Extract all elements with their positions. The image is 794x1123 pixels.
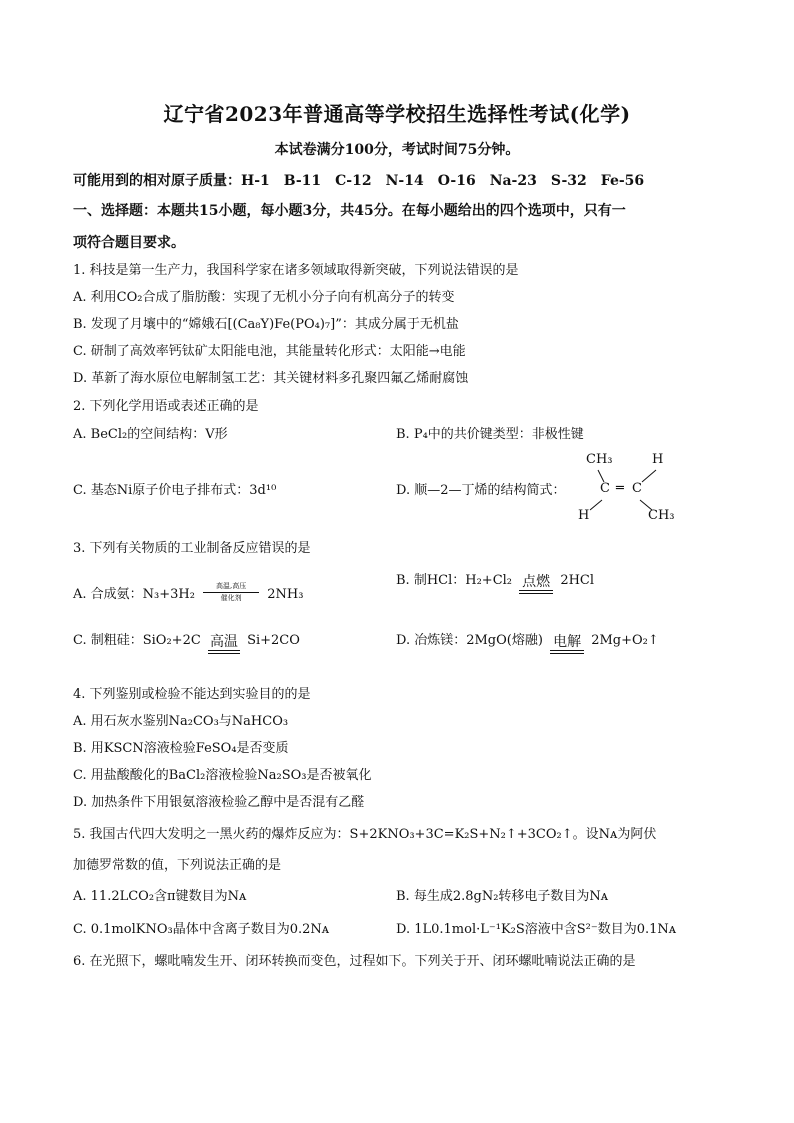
- q4-option-b: B. 用KSCN溶液检验FeSO₄是否变质: [73, 741, 289, 756]
- q3-d-condition: [549, 635, 585, 654]
- q3-option-d: [396, 632, 659, 654]
- struct-c1: C: [600, 481, 610, 496]
- q3-c-condition: [207, 635, 241, 654]
- q3-d-reactants: D. 冶炼镁：2MgO(熔融): [396, 633, 543, 648]
- q5-stem-cont: 加德罗常数的值，下列说法正确的是: [73, 858, 282, 873]
- q3-b-reactants: B. 制HCl：H₂+Cl₂: [396, 573, 513, 588]
- q4-option-a: A. 用石灰水鉴别Na₂CO₃与NaHCO₃: [73, 714, 289, 729]
- cis-2-butene-structure: [572, 450, 692, 530]
- q1-option-a: A. 利用CO₂合成了脂肪酸：实现了无机小分子向有机高分子的转变: [73, 290, 455, 305]
- q4-stem: 4. 下列鉴别或检验不能达到实验目的的是: [73, 687, 311, 702]
- q5-option-a: A. 11.2LCO₂含π键数目为Nᴀ: [73, 889, 247, 904]
- q3-a-condition: [201, 582, 261, 603]
- section-heading: 一、选择题：本题共15小题，每小题3分，共45分。在每小题给出的四个选项中，只有一: [73, 203, 626, 219]
- q4-option-c: C. 用盐酸酸化的BaCl₂溶液检验Na₂SO₃是否被氧化: [73, 768, 372, 783]
- q1-option-b: B. 发现了月壤中的“嫦娥石[(Ca₈Y)Fe(PO₄)₇]”：其成分属于无机盐: [73, 317, 459, 332]
- q3-b-condition: [518, 575, 554, 594]
- q6-stem: 6. 在光照下，螺吡喃发生开、闭环转换而变色，过程如下。下列关于开、闭环螺吡喃说法正确的是: [73, 954, 636, 969]
- q3-c-reactants: C. 制粗硅：SiO₂+2C: [73, 633, 201, 648]
- page-title: 辽宁省2023年普通高等学校招生选择性考试(化学): [163, 102, 631, 126]
- q3-d-products: 2Mg+O₂↑: [591, 633, 659, 648]
- q3-a-reactants: A. 合成氨：N₃+3H₂: [73, 587, 195, 602]
- page-subtitle: 本试卷满分100分，考试时间75分钟。: [274, 142, 520, 158]
- q5-option-d: D. 1L0.1mol·L⁻¹K₂S溶液中含S²⁻数目为0.1Nᴀ: [396, 922, 677, 937]
- q5-option-c: C. 0.1molKNO₃晶体中含离子数目为0.2Nᴀ: [73, 922, 330, 937]
- q1-option-d: D. 革新了海水原位电解制氢工艺：其关键材料多孔聚四氟乙烯耐腐蚀: [73, 371, 469, 386]
- q3-c-cond-text: 高温: [209, 634, 238, 650]
- q3-stem: 3. 下列有关物质的工业制备反应错误的是: [73, 541, 311, 556]
- q3-a-products: 2NH₃: [267, 587, 304, 602]
- struct-tl: CH₃: [586, 452, 613, 467]
- q2-option-a: A. BeCl₂的空间结构：V形: [73, 427, 228, 442]
- q3-a-cond-top: 高温,高压: [215, 582, 247, 590]
- q2-option-d: D. 顺—2—丁烯的结构简式：: [396, 483, 566, 498]
- q1-option-c: C. 研制了高效率钙钛矿太阳能电池，其能量转化形式：太阳能→电能: [73, 344, 466, 359]
- struct-bonds: [572, 450, 692, 530]
- q3-a-cond-bottom: 催化剂: [220, 594, 242, 602]
- section-heading-cont: 项符合题目要求。: [73, 235, 185, 251]
- struct-tr: H: [652, 452, 664, 467]
- q3-b-products: 2HCl: [560, 573, 595, 588]
- q2-option-b: B. P₄中的共价键类型：非极性键: [396, 427, 584, 442]
- struct-c2: C: [632, 481, 642, 496]
- q1-stem: 1. 科技是第一生产力，我国科学家在诸多领域取得新突破，下列说法错误的是: [73, 263, 519, 278]
- q2-option-c: C. 基态Ni原子价电子排布式：3d¹⁰: [73, 483, 277, 498]
- atomic-mass-line: 可能用到的相对原子质量：H-1 B-11 C-12 N-14 O-16 Na-23 S-32 Fe-56: [73, 173, 645, 189]
- q3-option-a: [73, 582, 303, 604]
- q3-option-c: [73, 632, 300, 654]
- struct-br: CH₃: [648, 508, 675, 523]
- struct-double-bond: ═: [616, 481, 624, 496]
- q3-b-cond-text: 点燃: [522, 574, 551, 590]
- q3-c-products: Si+2CO: [247, 633, 300, 648]
- q4-option-d: D. 加热条件下用银氨溶液检验乙醇中是否混有乙醛: [73, 795, 365, 810]
- q2-stem: 2. 下列化学用语或表述正确的是: [73, 399, 259, 414]
- q5-stem: 5. 我国古代四大发明之一黑火药的爆炸反应为：S+2KNO₃+3C=K₂S+N₂↑+3CO₂↑。设Nᴀ为阿伏: [73, 827, 657, 842]
- q5-option-b: B. 每生成2.8gN₂转移电子数目为Nᴀ: [396, 889, 609, 904]
- q3-option-b: [396, 572, 594, 594]
- struct-bl: H: [578, 508, 590, 523]
- q3-d-cond-text: 电解: [553, 634, 582, 650]
